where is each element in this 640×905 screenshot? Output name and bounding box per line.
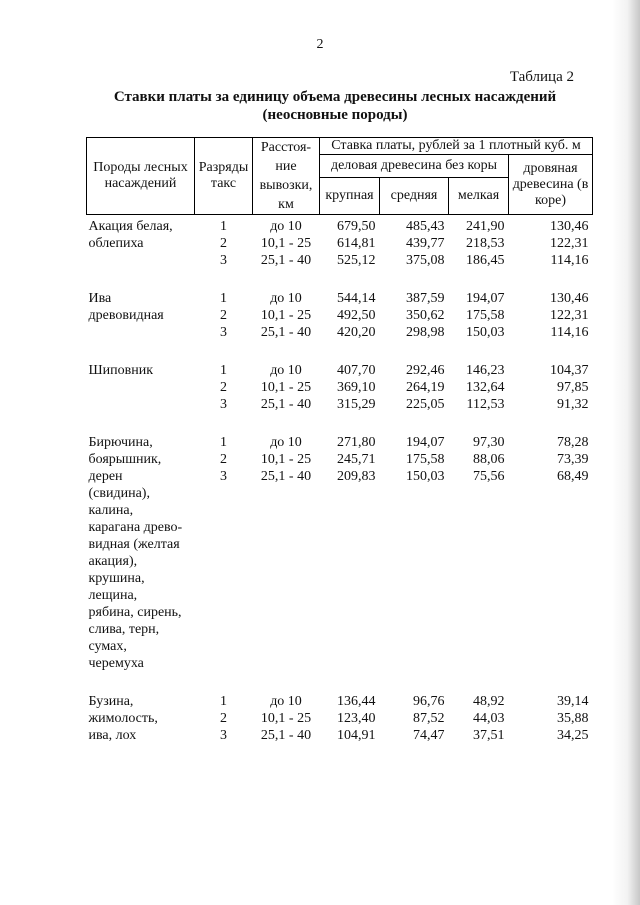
distance-cell: 25,1 - 40 bbox=[260, 728, 312, 743]
medium-rate-cell: 96,76 bbox=[413, 694, 445, 709]
table-row bbox=[87, 451, 593, 468]
distance-cell bbox=[253, 621, 320, 638]
distance-cell bbox=[253, 638, 320, 655]
firewood-rate-cell bbox=[509, 485, 593, 502]
species-line: Шиповник bbox=[88, 363, 154, 378]
large-rate-cell: 492,50 bbox=[337, 308, 376, 323]
large-rate-cell bbox=[320, 604, 380, 621]
grade-cell: 3 bbox=[220, 325, 227, 340]
header-rate: Ставка платы, рублей за 1 плотный куб. м bbox=[320, 138, 593, 155]
species-line: слива, терн, bbox=[88, 622, 160, 637]
large-rate-cell bbox=[320, 502, 380, 519]
firewood-rate-cell: 91,32 bbox=[557, 397, 589, 412]
firewood-rate-cell bbox=[509, 638, 593, 655]
distance-cell: до 10 bbox=[270, 363, 302, 378]
large-rate-cell: 209,83 bbox=[337, 469, 376, 484]
species-line: черемуха bbox=[88, 656, 144, 671]
firewood-rate-cell: 34,25 bbox=[557, 728, 589, 743]
distance-cell: 10,1 - 25 bbox=[260, 236, 312, 251]
large-rate-cell bbox=[320, 553, 380, 570]
table-row bbox=[87, 468, 593, 485]
species-line: калина, bbox=[88, 503, 134, 518]
grade-cell bbox=[195, 587, 253, 604]
firewood-rate-cell: 73,39 bbox=[557, 452, 589, 467]
header-firewood: дровяная древесина (в коре) bbox=[509, 155, 593, 215]
medium-rate-cell: 194,07 bbox=[406, 435, 445, 450]
table-row bbox=[87, 621, 593, 638]
group-spacer bbox=[87, 413, 593, 431]
grade-cell: 3 bbox=[220, 728, 227, 743]
medium-rate-cell bbox=[380, 621, 449, 638]
medium-rate-cell bbox=[380, 553, 449, 570]
species-line: Бузина, bbox=[88, 694, 134, 709]
medium-rate-cell bbox=[380, 638, 449, 655]
species-line: Акация белая, bbox=[88, 219, 173, 234]
small-rate-cell: 88,06 bbox=[473, 452, 505, 467]
medium-rate-cell: 150,03 bbox=[406, 469, 445, 484]
rates-table bbox=[86, 137, 593, 744]
table-row bbox=[87, 727, 593, 744]
large-rate-cell: 544,14 bbox=[337, 291, 376, 306]
grade-cell: 3 bbox=[220, 253, 227, 268]
species-line: (свидина), bbox=[88, 486, 150, 501]
small-rate-cell: 37,51 bbox=[473, 728, 505, 743]
species-line: Ива bbox=[88, 291, 112, 306]
distance-cell: 25,1 - 40 bbox=[260, 325, 312, 340]
distance-cell bbox=[253, 536, 320, 553]
medium-rate-cell: 225,05 bbox=[406, 397, 445, 412]
medium-rate-cell: 292,46 bbox=[406, 363, 445, 378]
small-rate-cell bbox=[449, 485, 509, 502]
table-row bbox=[87, 536, 593, 553]
table-row bbox=[87, 307, 593, 324]
table-row bbox=[87, 485, 593, 502]
species-line: видная (желтая bbox=[88, 537, 180, 552]
distance-cell: до 10 bbox=[270, 291, 302, 306]
table-row bbox=[87, 604, 593, 621]
header-medium: средняя bbox=[380, 178, 449, 215]
grade-cell bbox=[195, 638, 253, 655]
grade-cell: 1 bbox=[220, 291, 227, 306]
firewood-rate-cell: 122,31 bbox=[550, 236, 589, 251]
table-row bbox=[87, 519, 593, 536]
distance-cell: до 10 bbox=[270, 435, 302, 450]
large-rate-cell: 614,81 bbox=[337, 236, 376, 251]
large-rate-cell: 407,70 bbox=[337, 363, 376, 378]
grade-cell: 1 bbox=[220, 694, 227, 709]
group-spacer bbox=[87, 269, 593, 287]
small-rate-cell bbox=[449, 536, 509, 553]
distance-cell: до 10 bbox=[270, 694, 302, 709]
medium-rate-cell: 264,19 bbox=[406, 380, 445, 395]
table-row bbox=[87, 396, 593, 413]
distance-cell bbox=[253, 502, 320, 519]
distance-cell: 10,1 - 25 bbox=[260, 711, 312, 726]
firewood-rate-cell bbox=[509, 621, 593, 638]
small-rate-cell: 44,03 bbox=[473, 711, 505, 726]
species-line: крушина, bbox=[88, 571, 145, 586]
medium-rate-cell bbox=[380, 604, 449, 621]
grade-cell bbox=[195, 485, 253, 502]
distance-cell: 10,1 - 25 bbox=[260, 308, 312, 323]
distance-cell bbox=[253, 604, 320, 621]
species-line: Бирючина, bbox=[88, 435, 153, 450]
small-rate-cell bbox=[449, 570, 509, 587]
small-rate-cell: 132,64 bbox=[466, 380, 505, 395]
firewood-rate-cell bbox=[509, 519, 593, 536]
species-line bbox=[87, 324, 195, 341]
table-title-line-1: Ставки платы за единицу объема древесины лесных насаждений bbox=[113, 89, 557, 105]
firewood-rate-cell bbox=[509, 502, 593, 519]
small-rate-cell bbox=[449, 519, 509, 536]
table-row bbox=[87, 287, 593, 307]
grade-cell: 1 bbox=[220, 219, 227, 234]
medium-rate-cell: 175,58 bbox=[406, 452, 445, 467]
large-rate-cell bbox=[320, 587, 380, 604]
table-title bbox=[60, 88, 610, 124]
header-species: Породы лесных насаждений bbox=[87, 138, 195, 215]
grade-cell: 1 bbox=[220, 363, 227, 378]
firewood-rate-cell: 39,14 bbox=[557, 694, 589, 709]
species-line: рябина, сирень, bbox=[88, 605, 182, 620]
large-rate-cell bbox=[320, 570, 380, 587]
distance-cell: 25,1 - 40 bbox=[260, 397, 312, 412]
grade-cell bbox=[195, 621, 253, 638]
large-rate-cell bbox=[320, 655, 380, 672]
table-body bbox=[87, 215, 593, 745]
species-line: облепиха bbox=[88, 236, 144, 251]
small-rate-cell: 48,92 bbox=[473, 694, 505, 709]
large-rate-cell: 525,12 bbox=[337, 253, 376, 268]
table-row bbox=[87, 655, 593, 672]
table-row bbox=[87, 215, 593, 236]
species-line: боярышник, bbox=[88, 452, 162, 467]
firewood-rate-cell: 97,85 bbox=[557, 380, 589, 395]
medium-rate-cell bbox=[380, 655, 449, 672]
firewood-rate-cell: 35,88 bbox=[557, 711, 589, 726]
distance-cell: 10,1 - 25 bbox=[260, 452, 312, 467]
table-row bbox=[87, 235, 593, 252]
header-grades: Разряды такс bbox=[195, 138, 253, 215]
large-rate-cell bbox=[320, 621, 380, 638]
small-rate-cell bbox=[449, 553, 509, 570]
large-rate-cell: 271,80 bbox=[337, 435, 376, 450]
large-rate-cell bbox=[320, 485, 380, 502]
distance-cell: 10,1 - 25 bbox=[260, 380, 312, 395]
large-rate-cell: 136,44 bbox=[337, 694, 376, 709]
distance-cell: 25,1 - 40 bbox=[260, 253, 312, 268]
distance-cell: до 10 bbox=[270, 219, 302, 234]
table-header bbox=[87, 138, 593, 215]
firewood-rate-cell: 78,28 bbox=[557, 435, 589, 450]
small-rate-cell: 112,53 bbox=[466, 397, 505, 412]
distance-cell bbox=[253, 553, 320, 570]
species-line bbox=[87, 396, 195, 413]
firewood-rate-cell: 114,16 bbox=[550, 253, 589, 268]
medium-rate-cell: 375,08 bbox=[406, 253, 445, 268]
table-row bbox=[87, 359, 593, 379]
grade-cell: 2 bbox=[220, 711, 227, 726]
firewood-rate-cell bbox=[509, 536, 593, 553]
grade-cell: 3 bbox=[220, 469, 227, 484]
small-rate-cell: 241,90 bbox=[466, 219, 505, 234]
small-rate-cell: 218,53 bbox=[466, 236, 505, 251]
table-row bbox=[87, 379, 593, 396]
distance-cell bbox=[253, 519, 320, 536]
small-rate-cell: 97,30 bbox=[473, 435, 505, 450]
small-rate-cell: 150,03 bbox=[466, 325, 505, 340]
large-rate-cell: 369,10 bbox=[337, 380, 376, 395]
small-rate-cell bbox=[449, 604, 509, 621]
table-label: Таблица 2 bbox=[509, 69, 574, 85]
grade-cell bbox=[195, 502, 253, 519]
header-small: мелкая bbox=[449, 178, 509, 215]
species-line bbox=[87, 379, 195, 396]
small-rate-cell bbox=[449, 502, 509, 519]
species-line: лещина, bbox=[88, 588, 138, 603]
grade-cell bbox=[195, 519, 253, 536]
medium-rate-cell: 298,98 bbox=[406, 325, 445, 340]
small-rate-cell bbox=[449, 655, 509, 672]
table-title-line-2: (неосновные породы) bbox=[262, 107, 408, 123]
large-rate-cell: 245,71 bbox=[337, 452, 376, 467]
header-distance: Расстоя-ние вывозки, км bbox=[253, 138, 320, 215]
medium-rate-cell bbox=[380, 587, 449, 604]
firewood-rate-cell bbox=[509, 604, 593, 621]
medium-rate-cell: 74,47 bbox=[413, 728, 445, 743]
species-line: сумах, bbox=[88, 639, 127, 654]
species-line: жимолость, bbox=[88, 711, 158, 726]
table-row bbox=[87, 324, 593, 341]
table-row bbox=[87, 638, 593, 655]
table-row bbox=[87, 252, 593, 269]
firewood-rate-cell bbox=[509, 553, 593, 570]
medium-rate-cell: 87,52 bbox=[413, 711, 445, 726]
distance-cell bbox=[253, 655, 320, 672]
small-rate-cell: 194,07 bbox=[466, 291, 505, 306]
group-spacer bbox=[87, 672, 593, 690]
firewood-rate-cell: 130,46 bbox=[550, 219, 589, 234]
small-rate-cell: 186,45 bbox=[466, 253, 505, 268]
distance-cell bbox=[253, 570, 320, 587]
table-row bbox=[87, 587, 593, 604]
header-business: деловая древесина без коры bbox=[320, 155, 509, 178]
grade-cell: 2 bbox=[220, 452, 227, 467]
firewood-rate-cell: 104,37 bbox=[550, 363, 589, 378]
small-rate-cell bbox=[449, 587, 509, 604]
grade-cell: 3 bbox=[220, 397, 227, 412]
grade-cell: 2 bbox=[220, 308, 227, 323]
firewood-rate-cell bbox=[509, 587, 593, 604]
large-rate-cell: 104,91 bbox=[337, 728, 376, 743]
firewood-rate-cell: 130,46 bbox=[550, 291, 589, 306]
large-rate-cell bbox=[320, 536, 380, 553]
species-line bbox=[87, 252, 195, 269]
page-number: 2 bbox=[316, 37, 324, 52]
page-edge-shadow bbox=[612, 0, 640, 905]
species-line: карагана древо- bbox=[88, 520, 183, 535]
grade-cell bbox=[195, 570, 253, 587]
firewood-rate-cell: 114,16 bbox=[550, 325, 589, 340]
large-rate-cell: 315,29 bbox=[337, 397, 376, 412]
table-row bbox=[87, 553, 593, 570]
large-rate-cell: 123,40 bbox=[337, 711, 376, 726]
firewood-rate-cell: 122,31 bbox=[550, 308, 589, 323]
small-rate-cell bbox=[449, 621, 509, 638]
table-row bbox=[87, 710, 593, 727]
medium-rate-cell: 439,77 bbox=[406, 236, 445, 251]
species-line: древовидная bbox=[88, 308, 164, 323]
medium-rate-cell bbox=[380, 519, 449, 536]
medium-rate-cell bbox=[380, 502, 449, 519]
group-spacer bbox=[87, 341, 593, 359]
header-large: крупная bbox=[320, 178, 380, 215]
table-row bbox=[87, 431, 593, 451]
grade-cell: 2 bbox=[220, 236, 227, 251]
grade-cell bbox=[195, 655, 253, 672]
table-row bbox=[87, 502, 593, 519]
distance-cell bbox=[253, 485, 320, 502]
grade-cell: 1 bbox=[220, 435, 227, 450]
grade-cell bbox=[195, 536, 253, 553]
species-line: ива, лох bbox=[88, 728, 137, 743]
species-line: дерен bbox=[88, 469, 123, 484]
medium-rate-cell bbox=[380, 485, 449, 502]
medium-rate-cell: 387,59 bbox=[406, 291, 445, 306]
medium-rate-cell bbox=[380, 570, 449, 587]
distance-cell: 25,1 - 40 bbox=[260, 469, 312, 484]
table-row bbox=[87, 570, 593, 587]
firewood-rate-cell bbox=[509, 570, 593, 587]
table-row bbox=[87, 690, 593, 710]
small-rate-cell: 146,23 bbox=[466, 363, 505, 378]
grade-cell: 2 bbox=[220, 380, 227, 395]
large-rate-cell bbox=[320, 638, 380, 655]
large-rate-cell: 420,20 bbox=[337, 325, 376, 340]
small-rate-cell: 175,58 bbox=[466, 308, 505, 323]
firewood-rate-cell bbox=[509, 655, 593, 672]
grade-cell bbox=[195, 604, 253, 621]
small-rate-cell: 75,56 bbox=[473, 469, 505, 484]
medium-rate-cell bbox=[380, 536, 449, 553]
grade-cell bbox=[195, 553, 253, 570]
firewood-rate-cell: 68,49 bbox=[557, 469, 589, 484]
species-line: акация), bbox=[88, 554, 138, 569]
large-rate-cell: 679,50 bbox=[337, 219, 376, 234]
distance-cell bbox=[253, 587, 320, 604]
small-rate-cell bbox=[449, 638, 509, 655]
large-rate-cell bbox=[320, 519, 380, 536]
medium-rate-cell: 350,62 bbox=[406, 308, 445, 323]
medium-rate-cell: 485,43 bbox=[406, 219, 445, 234]
